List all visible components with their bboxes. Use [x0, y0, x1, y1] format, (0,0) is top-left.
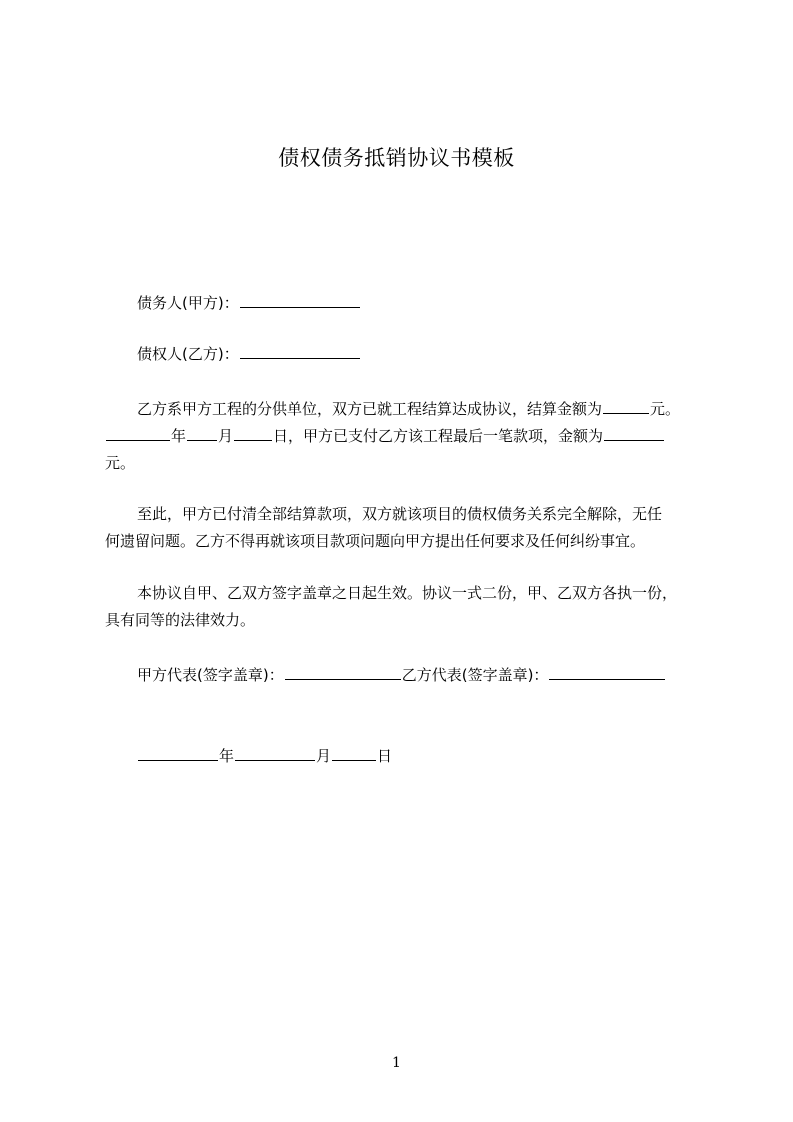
party-b-signature-blank[interactable] [549, 664, 665, 680]
date-day-label: 日 [377, 747, 393, 765]
para1-text-a: 乙方系甲方工程的分供单位，双方已就工程结算达成协议，结算金额为 [137, 400, 603, 418]
debtor-line [137, 288, 737, 318]
payment-day-text: 日，甲方已支付乙方该工程最后一笔款项，金额为 [273, 427, 604, 445]
date-year-label: 年 [219, 747, 235, 765]
para3-line1 [137, 578, 737, 608]
date-day-blank[interactable] [332, 745, 376, 761]
para2-line1 [137, 499, 737, 529]
signature-line [137, 660, 737, 690]
payment-year-blank[interactable] [106, 425, 170, 441]
para2-text-2: 何遗留问题。乙方不得再就该项目款项问题向甲方提出任何要求及任何纠纷事宜。 [105, 532, 646, 550]
page-number: 1 [392, 1055, 401, 1071]
para1-line2 [105, 421, 705, 451]
creditor-line [137, 339, 737, 369]
para3-text-2: 具有同等的法律效力。 [105, 611, 256, 629]
para2-text-1: 至此，甲方已付清全部结算款项，双方就该项目的债权债务关系完全解除，无任 [137, 505, 663, 523]
para3-line2 [105, 605, 705, 635]
para3-text-1: 本协议自甲、乙双方签字盖章之日起生效。协议一式二份，甲、乙双方各执一份， [137, 584, 678, 602]
para2-line2 [105, 526, 705, 556]
date-line [137, 741, 737, 771]
payment-year-label: 年 [171, 427, 187, 445]
party-b-label: 乙方代表(签字盖章)： [401, 666, 549, 684]
payment-month-blank[interactable] [187, 425, 217, 441]
final-payment-amount-blank[interactable] [604, 425, 664, 441]
para1-line3 [105, 448, 705, 478]
para1-line1 [137, 394, 737, 424]
document-title: 债权债务抵销协议书模板 [278, 146, 515, 170]
payment-month-label: 月 [218, 427, 234, 445]
date-month-label: 月 [316, 747, 332, 765]
debtor-blank[interactable] [240, 292, 360, 308]
party-a-label: 甲方代表(签字盖章)： [137, 666, 284, 684]
para1-text-c: 元。 [105, 454, 136, 472]
date-month-blank[interactable] [235, 745, 315, 761]
settlement-amount-blank[interactable] [603, 398, 649, 414]
para1-text-b: 元。 [650, 400, 681, 418]
debtor-label: 债务人(甲方)： [137, 294, 239, 312]
date-year-blank[interactable] [138, 745, 218, 761]
party-a-signature-blank[interactable] [285, 664, 401, 680]
creditor-blank[interactable] [240, 343, 360, 359]
payment-day-blank[interactable] [234, 425, 272, 441]
creditor-label: 债权人(乙方)： [137, 345, 239, 363]
